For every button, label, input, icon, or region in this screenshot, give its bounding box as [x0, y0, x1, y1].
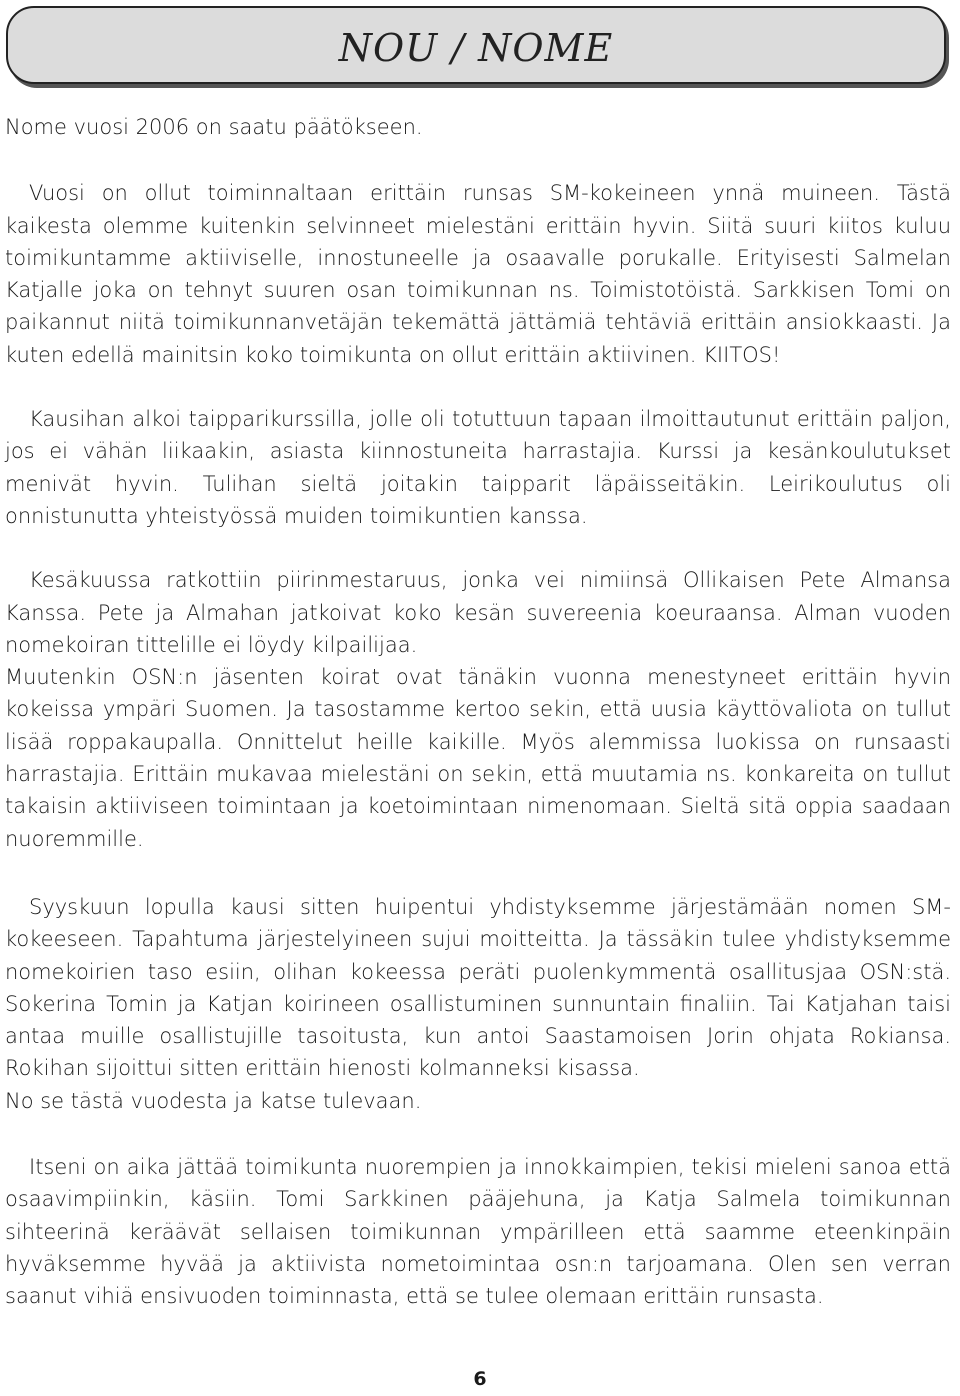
article-body — [5, 111, 951, 1313]
paragraph-year-summary: Vuosi on ollut toiminnaltaan erittäin runsas SM-kokeineen ynnä muineen. Tästä kaikesta olemme kuitenkin selvinneet mielestäni erittäin hyvin. Siitä suuri kiitos kuluu toimikuntamme aktiiviselle, innostuneelle ja osaavalle porukalle. Erityisesti Salmelan Katjalle joka on tehnyt suuren osan toimikunnan ns. Toimistotöistä. Sarkkisen Tomi on paikannut niitä toimikunnanvetäjän tekemättä jättämiä tehtäviä erittäin ansiokkaasti. Ja kuten edellä mainitsin koko toimikunta on ollut erittäin aktiivinen. KIITOS! — [5, 181, 951, 367]
paragraph-sm-trial: Syyskuun lopulla kausi sitten huipentui yhdistyksemme järjestämään nomen SM-kokeeseen. Tapahtuma järjestelyineen sujui moitteitta. Ja tässäkin tulee yhdistyksemme nomekoirien taso esiin, olihan kokeessa peräti puolenkymmentä osallitusjaa OSN:stä. Sokerina Tomin ja Katjan koirineen osallistuminen sunnuntain finaliin. Tai Katjahan taisi antaa muille osallistujille tasoitusta, kun antoi Saastamoisen Jorin ohjata Rokiansa. Rokihan sijoittui sitten erittäin hienosti kolmanneksi kisassa. — [5, 894, 951, 1081]
title-banner — [6, 6, 946, 84]
page-number: 6 — [473, 1368, 487, 1390]
paragraph-course: Kausihan alkoi taipparikurssilla, jolle oli totuttuun tapaan ilmoittautunut erittäin paljon, jos ei vähän liikaakin, asiasta kiinnostuneita harrastajia. Kurssi ja kesänkoulutukset menivät hyvin. Tulihan sieltä joitakin taipparit läpäisseitäkin. Leirikoulutus oli onnistunutta yhteistyössä muiden toimikuntien kanssa. — [5, 407, 951, 528]
paragraph-looking-ahead: No se tästä vuodesta ja katse tulevaan. — [5, 1088, 422, 1113]
paragraph-district-championship: Kesäkuussa ratkottiin piirinmestaruus, jonka vei nimiinsä Ollikaisen Pete Almansa Kanssa. Pete ja Almahan jatkoivat koko kesän suvereenia koeuraansa. Alman vuoden nomekoiran tittelille ei löydy kilpailijaa. — [5, 568, 951, 657]
page-title: NOU / NOME — [338, 26, 614, 70]
paragraph-farewell: Itseni on aika jättää toimikunta nuorempien ja innokkaimpien, tekisi mieleni sanoa että osaavimpiinkin, käsiin. Tomi Sarkkinen pääjehuna, ja Katja Salmela toimikunnan sihteerinä keräävät sellaisen toimikunnan ympärilleen että saamme eteenkinpäin hyväksemme hyvää ja aktiivista nometoimintaa osn:n tarjoamana. Olen sen verran saanut vihiä ensivuoden toiminnasta, että se tulee olemaan erittäin runsasta. — [5, 1155, 951, 1309]
paragraph-member-success: Muutenkin OSN:n jäsenten koirat ovat tänäkin vuonna menestyneet erittäin hyvin kokeissa ympäri Suomen. Ja tasostamme kertoo sekin, että uusia käyttövaliota on tullut lisää roppakaupalla. Onnittelut heille kaikille. Myös alemmissa luokissa on runsaasti harrastajia. Erittäin mukavaa mielestäni on sekin, että muutamia ns. konkareita on tullut takaisin aktiiviseen toimintaan ja koetoimintaan nimenomaan. Sieltä sitä oppia saadaan nuoremmille. — [5, 665, 951, 851]
intro-line: Nome vuosi 2006 on saatu päätökseen. — [5, 115, 423, 139]
